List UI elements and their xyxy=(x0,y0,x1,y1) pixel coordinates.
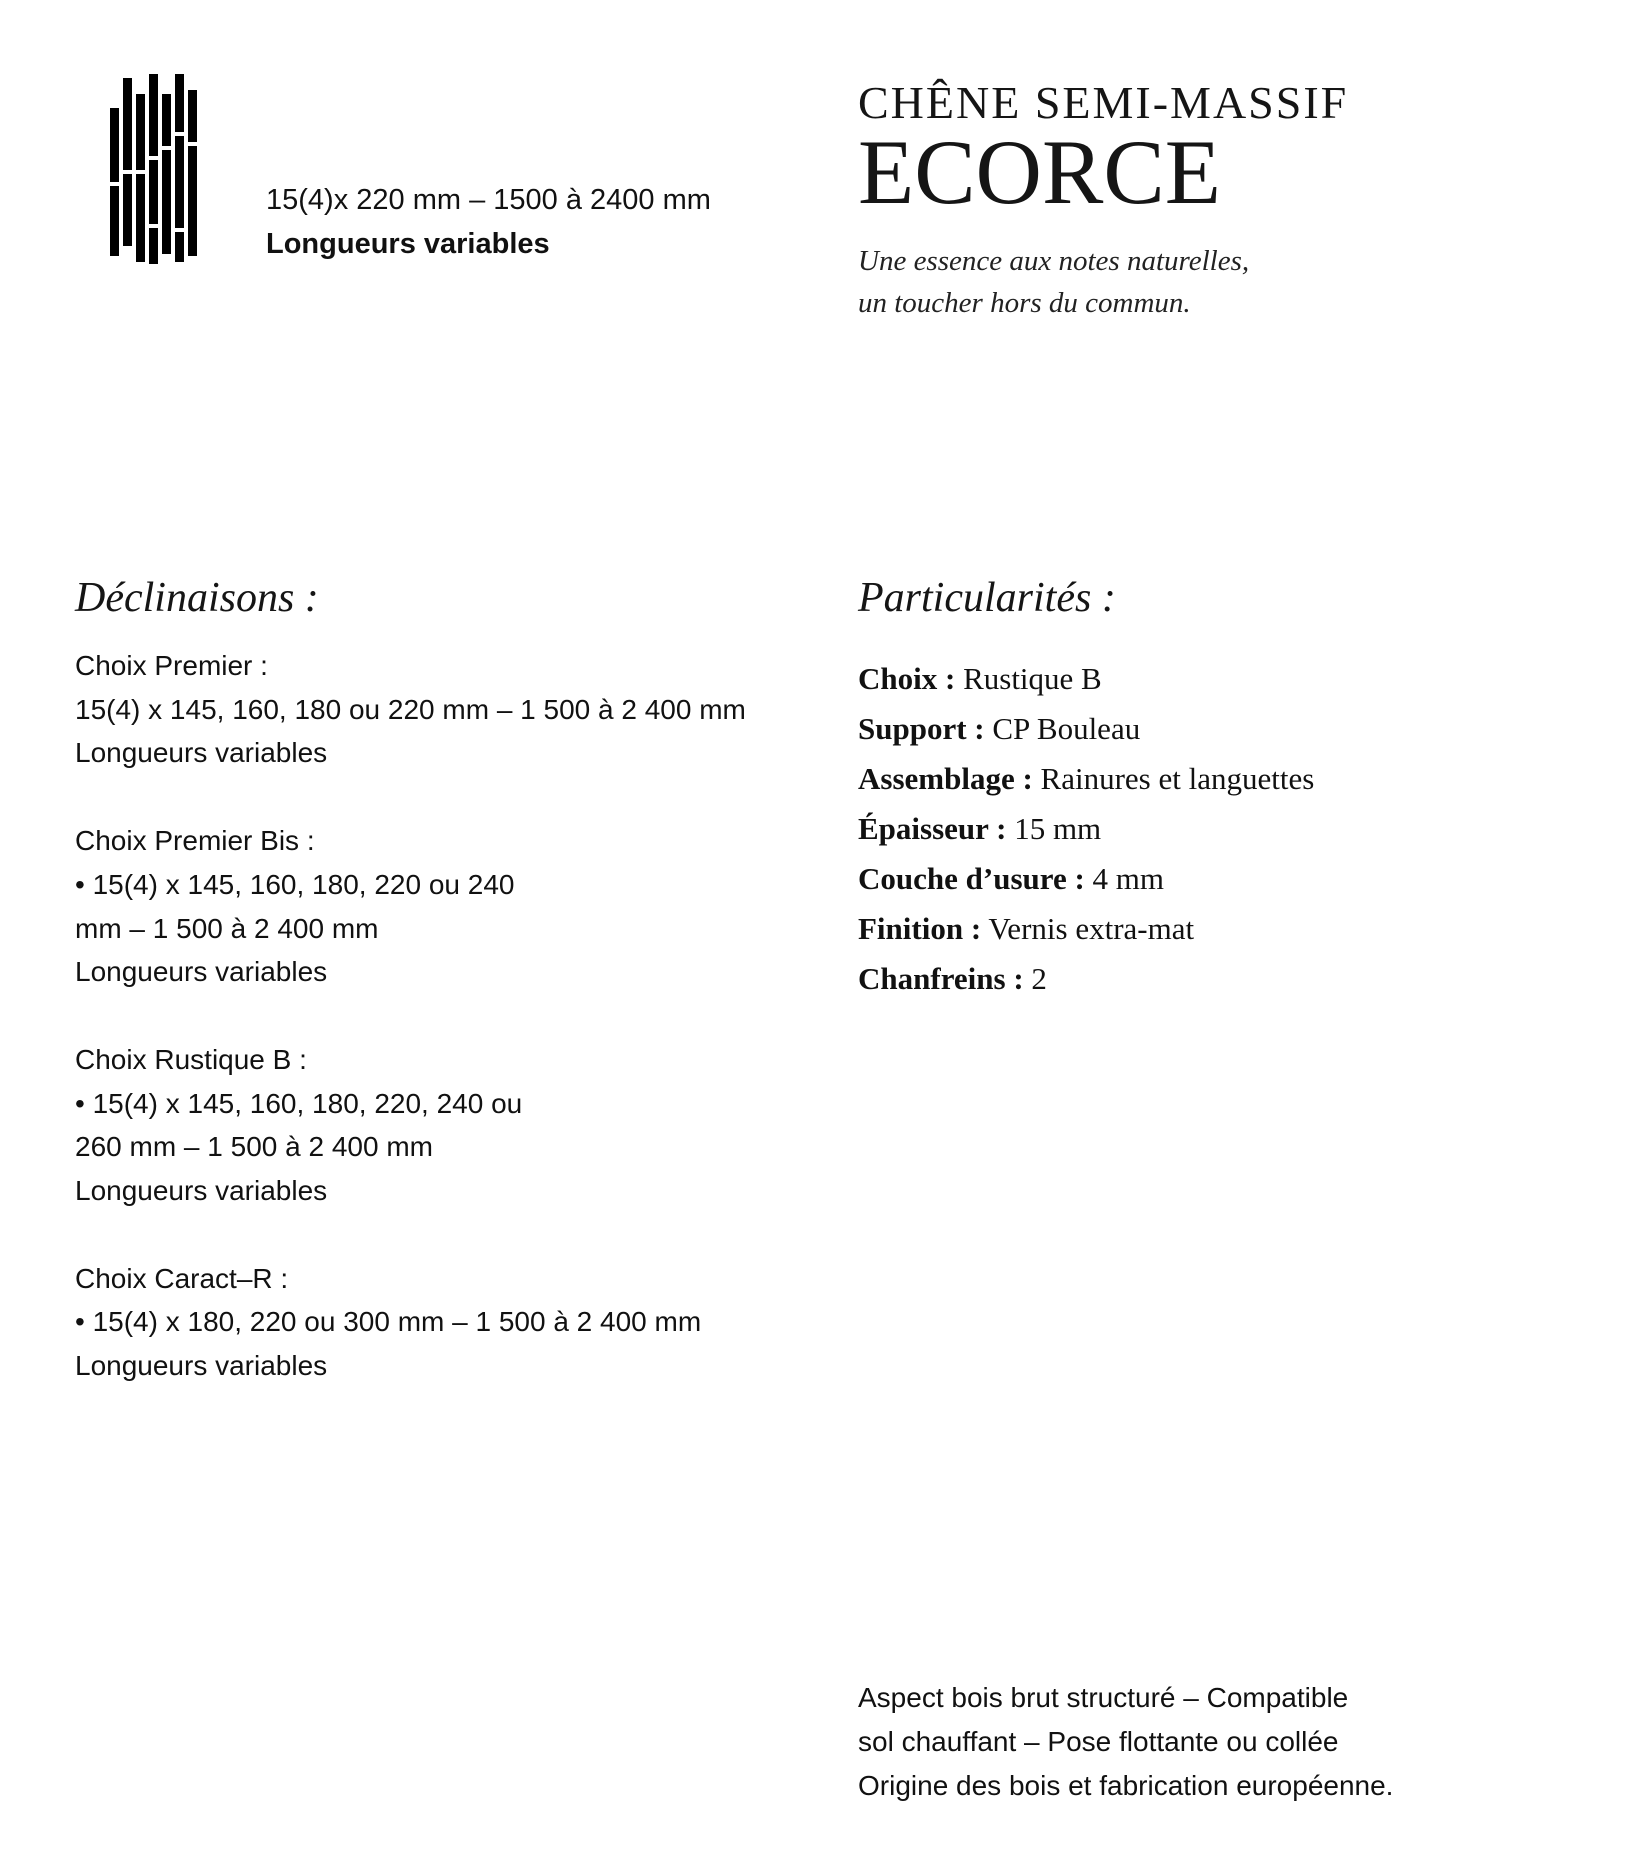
spec-choix xyxy=(858,654,1558,704)
tagline-line-1: Une essence aux notes naturelles, xyxy=(858,245,1250,277)
product-title-block xyxy=(858,76,1348,324)
variant-line: Longueurs variables xyxy=(75,1350,328,1382)
spec-value: Rainures et languettes xyxy=(1040,761,1315,796)
spec-value: Rustique B xyxy=(963,661,1102,696)
product-tagline xyxy=(858,240,1348,324)
variant-line: 260 mm – 1 500 à 2 400 mm xyxy=(75,1131,433,1163)
footer-line-3: Origine des bois et fabrication européenne. xyxy=(858,1770,1394,1801)
variant-line: Choix Caract–R : xyxy=(75,1262,289,1294)
spec-couche-usure xyxy=(858,854,1558,904)
variant-choix-rustique-b xyxy=(75,1038,775,1213)
footer-notes xyxy=(858,1676,1393,1808)
variant-line: 15(4) x 145, 160, 180 ou 220 mm – 1 500 à 2 400 mm xyxy=(75,693,746,725)
variant-line: • 15(4) x 180, 220 ou 300 mm – 1 500 à 2 400 mm xyxy=(75,1306,702,1338)
variant-choix-premier-bis xyxy=(75,819,775,994)
parquet-planks-icon xyxy=(110,74,200,266)
spec-key: Finition : xyxy=(858,911,982,946)
variant-line: Choix Premier : xyxy=(75,650,268,681)
spec-chanfreins xyxy=(858,954,1558,1004)
variant-line: mm – 1 500 à 2 400 mm xyxy=(75,912,379,944)
product-category: CHÊNE SEMI-MASSIF xyxy=(858,77,1349,128)
spec-assemblage xyxy=(858,754,1558,804)
spec-epaisseur xyxy=(858,804,1558,854)
spec-key: Choix : xyxy=(858,661,956,696)
spec-value: CP Bouleau xyxy=(992,711,1141,746)
variant-line: Choix Rustique B : xyxy=(75,1043,307,1075)
variant-line: Longueurs variables xyxy=(75,737,328,769)
variant-choix-premier xyxy=(75,644,775,775)
spec-support xyxy=(858,704,1558,754)
spec-key: Couche d’usure : xyxy=(858,861,1085,896)
particularites-heading: Particularités : xyxy=(858,575,1116,621)
product-name: ECORCE xyxy=(858,121,1221,223)
spec-key: Support : xyxy=(858,711,985,746)
format-dimensions: 15(4)x 220 mm – 1500 à 2400 mm xyxy=(266,184,711,216)
declinaisons-section xyxy=(75,572,775,1388)
spec-list xyxy=(858,654,1558,1004)
spec-key: Épaisseur : xyxy=(858,811,1007,846)
variant-line: Longueurs variables xyxy=(75,956,328,988)
variant-line: Longueurs variables xyxy=(75,1175,328,1207)
spec-value: 4 mm xyxy=(1092,861,1165,896)
spec-value: 15 mm xyxy=(1014,811,1102,846)
spec-value: 2 xyxy=(1031,961,1047,996)
spec-finition xyxy=(858,904,1558,954)
footer-line-2: sol chauffant – Pose flottante ou collée xyxy=(858,1726,1339,1757)
declinaisons-heading: Déclinaisons : xyxy=(75,575,319,621)
format-lengths: Longueurs variables xyxy=(266,228,550,260)
footer-line-1: Aspect bois brut structuré – Compatible xyxy=(858,1682,1349,1713)
particularites-section xyxy=(858,572,1558,1004)
spec-key: Chanfreins : xyxy=(858,961,1024,996)
variant-choix-caract-r xyxy=(75,1257,775,1388)
variant-line: • 15(4) x 145, 160, 180, 220, 240 ou xyxy=(75,1087,523,1119)
tagline-line-2: un toucher hors du commun. xyxy=(858,287,1191,319)
format-summary xyxy=(266,178,711,266)
spec-value: Vernis extra-mat xyxy=(988,911,1195,946)
variant-line: • 15(4) x 145, 160, 180, 220 ou 240 xyxy=(75,868,515,900)
spec-key: Assemblage : xyxy=(858,761,1033,796)
variant-line: Choix Premier Bis : xyxy=(75,825,315,857)
